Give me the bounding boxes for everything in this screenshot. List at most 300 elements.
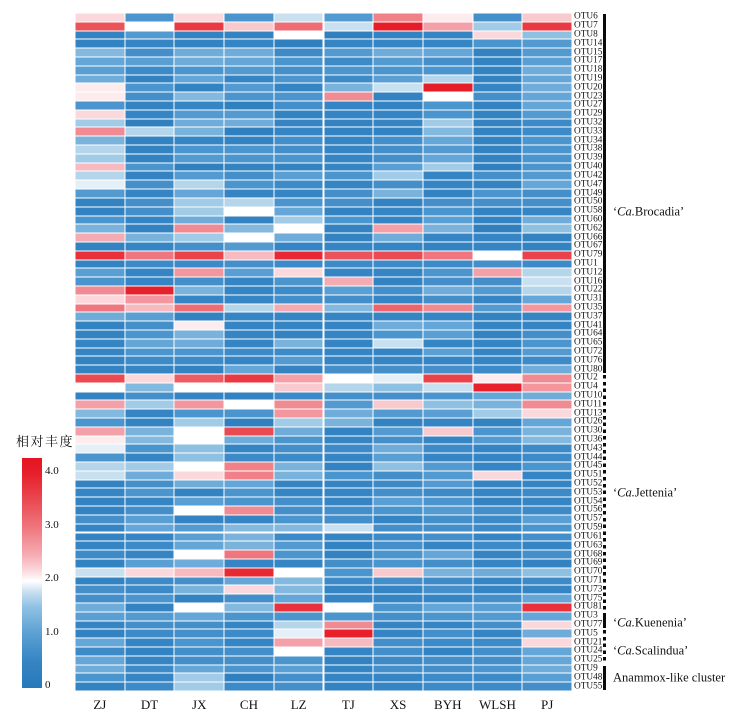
heatmap-cell [75, 48, 125, 57]
heatmap-cell [274, 189, 324, 198]
heatmap-cell [125, 251, 175, 260]
heatmap-cell [324, 233, 374, 242]
heatmap-cell [522, 180, 572, 189]
heatmap-cell [522, 673, 572, 682]
heatmap-cell [224, 656, 274, 665]
heatmap-cell [174, 559, 224, 568]
heatmap-cell [75, 462, 125, 471]
heatmap-cell [274, 533, 324, 542]
heatmap-cell [522, 75, 572, 84]
heatmap-cell [174, 119, 224, 128]
heatmap-cell [274, 550, 324, 559]
heatmap-cell [125, 22, 175, 31]
heatmap-cell [373, 365, 423, 374]
heatmap-cell [423, 568, 473, 577]
heatmap-cell [373, 110, 423, 119]
heatmap-cell [174, 321, 224, 330]
heatmap-cell [373, 286, 423, 295]
heatmap-cell [125, 603, 175, 612]
colorbar-title: 相对丰度 [16, 434, 75, 449]
heatmap-cell [473, 83, 523, 92]
heatmap-cell [224, 647, 274, 656]
heatmap-cell [473, 594, 523, 603]
heatmap-cell [75, 286, 125, 295]
heatmap-cell [75, 136, 125, 145]
heatmap-cell [473, 57, 523, 66]
heatmap-cell [324, 224, 374, 233]
heatmap-cell [473, 629, 523, 638]
heatmap-cell [224, 66, 274, 75]
heatmap-cell [473, 260, 523, 269]
heatmap-cell [174, 39, 224, 48]
heatmap-cell [373, 621, 423, 630]
heatmap-cell [125, 348, 175, 357]
heatmap-cell [125, 330, 175, 339]
heatmap-cell [75, 31, 125, 40]
heatmap-cell [522, 541, 572, 550]
heatmap-cell [473, 524, 523, 533]
heatmap-cell [423, 497, 473, 506]
heatmap-cell [75, 110, 125, 119]
heatmap-cell [75, 471, 125, 480]
sample-label: XS [389, 697, 407, 712]
heatmap-cell [224, 260, 274, 269]
heatmap-cell [423, 286, 473, 295]
heatmap-cell [423, 339, 473, 348]
heatmap-cell [423, 101, 473, 110]
heatmap-cell [423, 321, 473, 330]
heatmap-cell [324, 198, 374, 207]
heatmap-cell [125, 506, 175, 515]
heatmap-cell [75, 356, 125, 365]
otu-label: OTU61 [574, 531, 603, 542]
heatmap-cell [324, 629, 374, 638]
heatmap-cell [522, 268, 572, 277]
heatmap-cell [274, 638, 324, 647]
heatmap-cell [224, 198, 274, 207]
heatmap-cell [373, 268, 423, 277]
heatmap-cell [125, 260, 175, 269]
heatmap-cell [174, 497, 224, 506]
heatmap-cell [224, 427, 274, 436]
heatmap-cell [373, 295, 423, 304]
heatmap-cell [274, 312, 324, 321]
otu-label: OTU56 [574, 504, 603, 515]
heatmap-cell [423, 488, 473, 497]
heatmap-cell [224, 392, 274, 401]
heatmap-cell [324, 348, 374, 357]
heatmap-cell [224, 497, 274, 506]
otu-label: OTU11 [574, 399, 603, 410]
heatmap-cell [75, 171, 125, 180]
heatmap-cell [373, 163, 423, 172]
heatmap-cell [224, 524, 274, 533]
heatmap-cell [473, 207, 523, 216]
heatmap-cell [75, 568, 125, 577]
heatmap-cell [125, 75, 175, 84]
heatmap-cell [473, 673, 523, 682]
heatmap-cell [522, 233, 572, 242]
heatmap-cell [75, 621, 125, 630]
heatmap-cell [423, 400, 473, 409]
heatmap-cell [274, 673, 324, 682]
heatmap-cell [473, 392, 523, 401]
heatmap-cell [373, 444, 423, 453]
heatmap-cell [224, 612, 274, 621]
otu-label: OTU20 [574, 82, 603, 93]
otu-label: OTU22 [574, 284, 603, 295]
heatmap-cell [324, 462, 374, 471]
heatmap-cell [224, 629, 274, 638]
heatmap-cell [324, 207, 374, 216]
heatmap-cell [473, 665, 523, 674]
heatmap-cell [473, 682, 523, 691]
heatmap-cell [224, 75, 274, 84]
heatmap-cell [423, 277, 473, 286]
group-label-scalindua: ‘Ca.Scalindua’ [613, 643, 689, 658]
heatmap-cell [324, 101, 374, 110]
heatmap-cell [224, 453, 274, 462]
heatmap-cell [125, 656, 175, 665]
heatmap-cell [224, 163, 274, 172]
heatmap-cell [224, 312, 274, 321]
heatmap-cell [473, 321, 523, 330]
heatmap-cell [473, 119, 523, 128]
heatmap-cell [75, 295, 125, 304]
heatmap-cell [224, 409, 274, 418]
heatmap-cell [373, 577, 423, 586]
heatmap-cell [125, 286, 175, 295]
heatmap-cell [473, 48, 523, 57]
heatmap-cell [522, 110, 572, 119]
sample-label: LZ [290, 697, 307, 712]
heatmap-cell [224, 277, 274, 286]
heatmap-cell [75, 365, 125, 374]
heatmap-cell [125, 383, 175, 392]
heatmap-cell [274, 145, 324, 154]
heatmap-cell [473, 171, 523, 180]
heatmap-cell [423, 163, 473, 172]
heatmap-cell [125, 304, 175, 313]
heatmap-cell [274, 682, 324, 691]
heatmap-cell [75, 312, 125, 321]
heatmap-cell [224, 594, 274, 603]
heatmap-cell [423, 31, 473, 40]
heatmap-cell [473, 233, 523, 242]
otu-label: OTU80 [574, 363, 603, 374]
heatmap-cell [423, 585, 473, 594]
heatmap-cell [423, 48, 473, 57]
heatmap-cell [125, 312, 175, 321]
heatmap-cell [224, 621, 274, 630]
heatmap-cell [373, 647, 423, 656]
heatmap-cell [423, 665, 473, 674]
heatmap-cell [174, 515, 224, 524]
heatmap-cell [373, 585, 423, 594]
heatmap-cell [373, 75, 423, 84]
heatmap-cell [224, 541, 274, 550]
heatmap-cell [522, 295, 572, 304]
heatmap-cell [373, 374, 423, 383]
heatmap-cell [373, 665, 423, 674]
heatmap-cell [75, 506, 125, 515]
heatmap-cell [125, 339, 175, 348]
heatmap-cell [75, 39, 125, 48]
heatmap-cell [274, 585, 324, 594]
heatmap-cell [423, 330, 473, 339]
heatmap-cell [423, 656, 473, 665]
heatmap-cell [423, 392, 473, 401]
heatmap-cell [473, 365, 523, 374]
heatmap-cell [373, 224, 423, 233]
heatmap-cell [373, 312, 423, 321]
heatmap-cell [373, 233, 423, 242]
heatmap-cell [324, 13, 374, 22]
heatmap-cell [373, 568, 423, 577]
heatmap-cell [324, 682, 374, 691]
heatmap-cell [522, 321, 572, 330]
heatmap-cell [125, 497, 175, 506]
heatmap-cell [125, 647, 175, 656]
heatmap-cell [522, 559, 572, 568]
heatmap-cell [75, 682, 125, 691]
heatmap-cell [522, 400, 572, 409]
heatmap-cell [75, 66, 125, 75]
heatmap-cell [522, 207, 572, 216]
heatmap-cell [75, 383, 125, 392]
heatmap-cell [125, 621, 175, 630]
heatmap-cell [174, 436, 224, 445]
heatmap-cell [274, 304, 324, 313]
sample-label: CH [239, 697, 258, 712]
heatmap-cell [522, 603, 572, 612]
heatmap-cell [522, 66, 572, 75]
heatmap-cell [125, 400, 175, 409]
heatmap-cell [174, 277, 224, 286]
heatmap-cell [274, 260, 324, 269]
heatmap-cell [125, 471, 175, 480]
heatmap-cell [75, 629, 125, 638]
heatmap-cell [75, 163, 125, 172]
otu-label: OTU23 [574, 90, 603, 101]
heatmap-cell [373, 39, 423, 48]
otu-label: OTU32 [574, 117, 603, 128]
heatmap-cell [274, 330, 324, 339]
heatmap-cell [522, 145, 572, 154]
heatmap-cell [75, 277, 125, 286]
heatmap-cell [224, 356, 274, 365]
heatmap-cell [373, 480, 423, 489]
heatmap-cell [174, 295, 224, 304]
heatmap-cell [423, 92, 473, 101]
heatmap-cell [224, 330, 274, 339]
heatmap-cell [373, 400, 423, 409]
heatmap-cell [224, 224, 274, 233]
heatmap-cell [473, 383, 523, 392]
sample-label: TJ [341, 697, 355, 712]
heatmap-cell [174, 339, 224, 348]
heatmap-cell [174, 453, 224, 462]
heatmap-cell [373, 251, 423, 260]
heatmap-cell [522, 277, 572, 286]
heatmap-cell [324, 577, 374, 586]
otu-label: OTU14 [574, 38, 603, 49]
heatmap-cell [473, 488, 523, 497]
heatmap-cell [224, 365, 274, 374]
heatmap-cell [224, 83, 274, 92]
heatmap-cell [473, 75, 523, 84]
heatmap-cell [373, 638, 423, 647]
heatmap-cell [224, 295, 274, 304]
heatmap-cell [373, 31, 423, 40]
heatmap-cell [423, 621, 473, 630]
heatmap-cell [125, 453, 175, 462]
heatmap-cell [75, 321, 125, 330]
otu-label: OTU21 [574, 636, 603, 647]
heatmap-cell [473, 13, 523, 22]
heatmap-cell [324, 48, 374, 57]
heatmap-cell [274, 383, 324, 392]
heatmap-cell [224, 348, 274, 357]
heatmap-cell [373, 119, 423, 128]
heatmap-cell [174, 356, 224, 365]
heatmap-cell [522, 506, 572, 515]
heatmap-cell [174, 533, 224, 542]
group-label-anammox-like-cluster: Anammox-like cluster [613, 670, 726, 685]
heatmap-cell [174, 612, 224, 621]
colorbar-gradient [22, 458, 42, 688]
heatmap-cell [324, 374, 374, 383]
heatmap-cell [324, 242, 374, 251]
heatmap-cell [174, 383, 224, 392]
heatmap-cell [125, 568, 175, 577]
otu-label: OTU47 [574, 179, 603, 190]
heatmap-cell [522, 101, 572, 110]
heatmap-cell [75, 427, 125, 436]
heatmap-cell [75, 207, 125, 216]
heatmap-cell [274, 31, 324, 40]
heatmap-cell [473, 612, 523, 621]
heatmap-cell [274, 242, 324, 251]
heatmap-cell [522, 39, 572, 48]
heatmap-cell [75, 603, 125, 612]
heatmap-cell [473, 453, 523, 462]
heatmap-cell [274, 515, 324, 524]
heatmap-cell [473, 198, 523, 207]
heatmap-cell [373, 304, 423, 313]
heatmap-cell [423, 427, 473, 436]
heatmap-cell [473, 163, 523, 172]
heatmap-cell [324, 488, 374, 497]
heatmap-cell [423, 673, 473, 682]
heatmap-cell [274, 13, 324, 22]
heatmap-cell [174, 577, 224, 586]
heatmap-cell [125, 145, 175, 154]
heatmap-cell [423, 198, 473, 207]
heatmap-cell [224, 119, 274, 128]
heatmap-cell [423, 462, 473, 471]
heatmap-cell [473, 409, 523, 418]
otu-label: OTU38 [574, 143, 603, 154]
heatmap-cell [274, 268, 324, 277]
heatmap-cell [324, 189, 374, 198]
heatmap-cell [274, 656, 324, 665]
otu-label: OTU81 [574, 601, 603, 612]
heatmap-cell [373, 559, 423, 568]
heatmap-cell [224, 127, 274, 136]
heatmap-cell [324, 568, 374, 577]
heatmap-cell [174, 171, 224, 180]
heatmap-cell [174, 57, 224, 66]
heatmap-cell [373, 409, 423, 418]
heatmap-cell [75, 189, 125, 198]
heatmap-cell [373, 541, 423, 550]
heatmap-cell [75, 418, 125, 427]
heatmap-cell [324, 31, 374, 40]
heatmap-cell [224, 488, 274, 497]
heatmap-cell [373, 515, 423, 524]
heatmap-cell [522, 612, 572, 621]
heatmap-cell [224, 471, 274, 480]
heatmap-cell [274, 127, 324, 136]
heatmap-cell [174, 427, 224, 436]
heatmap-cell [423, 127, 473, 136]
heatmap-cell [473, 216, 523, 225]
heatmap-cell [75, 92, 125, 101]
otu-label: OTU25 [574, 654, 603, 665]
heatmap-cell [75, 436, 125, 445]
heatmap-cell [174, 656, 224, 665]
heatmap-cell [274, 233, 324, 242]
heatmap-cell [125, 154, 175, 163]
heatmap-cell [174, 83, 224, 92]
heatmap-cell [274, 603, 324, 612]
heatmap-cell [423, 110, 473, 119]
heatmap-cell [373, 242, 423, 251]
heatmap-cell [473, 101, 523, 110]
heatmap-cell [324, 524, 374, 533]
otu-label: OTU69 [574, 557, 603, 568]
heatmap-cell [224, 22, 274, 31]
heatmap-cell [224, 550, 274, 559]
heatmap-cell [473, 374, 523, 383]
heatmap-cell [423, 13, 473, 22]
heatmap-cell [174, 268, 224, 277]
otu-label: OTU27 [574, 99, 603, 110]
heatmap-cell [274, 444, 324, 453]
heatmap-cell [75, 400, 125, 409]
heatmap-cell [174, 673, 224, 682]
heatmap-cell [522, 189, 572, 198]
heatmap-cell [224, 444, 274, 453]
heatmap-cell [473, 286, 523, 295]
heatmap-cell [423, 524, 473, 533]
heatmap-cell [274, 374, 324, 383]
heatmap-cell [125, 541, 175, 550]
heatmap-cell [324, 533, 374, 542]
heatmap-cell [125, 612, 175, 621]
heatmap-cell [274, 524, 324, 533]
heatmap-cell [423, 515, 473, 524]
heatmap-cell [373, 189, 423, 198]
heatmap-cell [473, 436, 523, 445]
heatmap-cell [324, 418, 374, 427]
otu-label: OTU29 [574, 108, 603, 119]
heatmap-cell [423, 216, 473, 225]
otu-label: OTU12 [574, 267, 603, 278]
heatmap-cell [324, 638, 374, 647]
heatmap-cell [373, 83, 423, 92]
